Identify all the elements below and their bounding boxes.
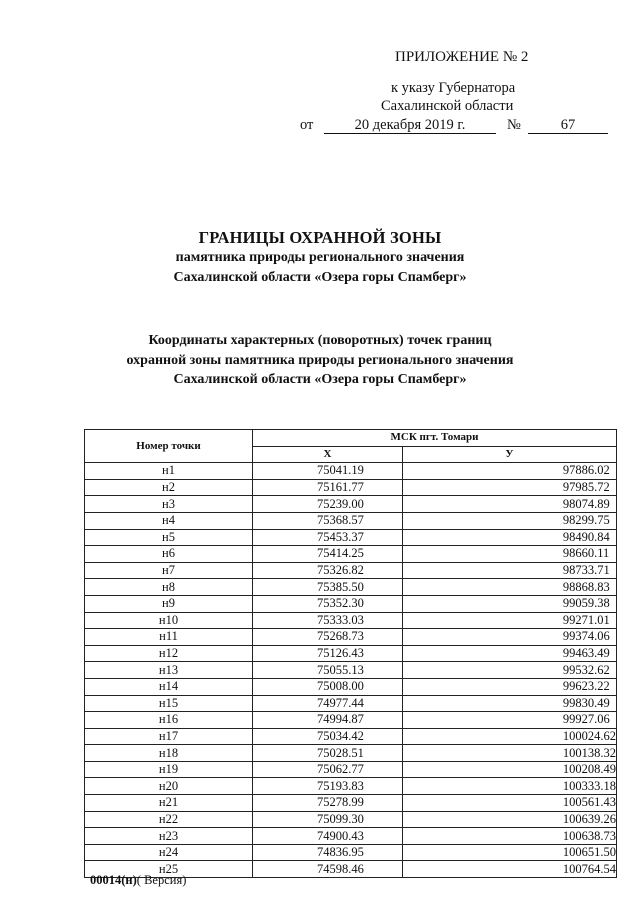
x-coordinate-cell: 75028.51: [252, 745, 402, 762]
number-label: №: [507, 117, 521, 133]
y-coordinate-cell: 100651.50: [402, 844, 616, 861]
point-number-cell: н18: [85, 745, 253, 762]
y-coordinate-cell: 98490.84: [402, 529, 616, 546]
point-number-cell: н17: [85, 728, 253, 745]
point-number-cell: н4: [85, 512, 253, 529]
x-coordinate-cell: 75062.77: [252, 761, 402, 778]
point-number-cell: н9: [85, 595, 253, 612]
y-coordinate-cell: 100208.49: [402, 761, 616, 778]
header-coordinate-system: МСК пгт. Томари: [252, 430, 616, 447]
table-row: [85, 795, 617, 812]
point-number-cell: н5: [85, 529, 253, 546]
point-number-cell: н8: [85, 579, 253, 596]
y-coordinate-cell: 99463.49: [402, 645, 616, 662]
decree-number: 67: [528, 116, 608, 134]
document-subtitle-line2: Сахалинской области «Озера горы Спамберг»: [173, 270, 467, 285]
x-coordinate-cell: 75041.19: [252, 463, 402, 480]
table-row: [85, 745, 617, 762]
y-coordinate-cell: 98660.11: [402, 546, 616, 563]
x-coordinate-cell: 74836.95: [252, 844, 402, 861]
table-row: [85, 662, 617, 679]
document-subtitle-line1: памятника природы регионального значения: [175, 250, 465, 265]
x-coordinate-cell: 74598.46: [252, 861, 402, 878]
coordinates-table: [84, 429, 617, 878]
table-row: [85, 712, 617, 729]
point-number-cell: н22: [85, 811, 253, 828]
x-coordinate-cell: 75239.00: [252, 496, 402, 513]
header-x: X: [252, 446, 402, 463]
x-coordinate-cell: 74977.44: [252, 695, 402, 712]
point-number-cell: н3: [85, 496, 253, 513]
y-coordinate-cell: 99623.22: [402, 678, 616, 695]
x-coordinate-cell: 74900.43: [252, 828, 402, 845]
point-number-cell: н23: [85, 828, 253, 845]
table-row: [85, 562, 617, 579]
x-coordinate-cell: 75193.83: [252, 778, 402, 795]
point-number-cell: н19: [85, 761, 253, 778]
y-coordinate-cell: 99374.06: [402, 629, 616, 646]
y-coordinate-cell: 99271.01: [402, 612, 616, 629]
header-y: У: [402, 446, 616, 463]
coords-heading-line2: охранной зоны памятника природы регионального значения: [126, 353, 514, 368]
y-coordinate-cell: 98074.89: [402, 496, 616, 513]
point-number-cell: н14: [85, 678, 253, 695]
y-coordinate-cell: 99830.49: [402, 695, 616, 712]
table-row: [85, 512, 617, 529]
from-label: от: [300, 117, 314, 133]
table-row: [85, 546, 617, 563]
table-row: [85, 595, 617, 612]
y-coordinate-cell: 98733.71: [402, 562, 616, 579]
point-number-cell: н20: [85, 778, 253, 795]
x-coordinate-cell: 75126.43: [252, 645, 402, 662]
decree-date: 20 декабря 2019 г.: [324, 116, 496, 134]
point-number-cell: н10: [85, 612, 253, 629]
coordinates-table-body: [85, 463, 617, 878]
y-coordinate-cell: 100638.73: [402, 828, 616, 845]
table-row: [85, 728, 617, 745]
table-row: [85, 612, 617, 629]
table-row: [85, 479, 617, 496]
point-number-cell: н21: [85, 795, 253, 812]
x-coordinate-cell: 75333.03: [252, 612, 402, 629]
table-row: [85, 579, 617, 596]
point-number-cell: н7: [85, 562, 253, 579]
decree-reference: к указу Губернатора: [391, 80, 516, 96]
y-coordinate-cell: 100138.32: [402, 745, 616, 762]
x-coordinate-cell: 75034.42: [252, 728, 402, 745]
point-number-cell: н13: [85, 662, 253, 679]
table-row: [85, 778, 617, 795]
y-coordinate-cell: 100024.62: [402, 728, 616, 745]
x-coordinate-cell: 75385.50: [252, 579, 402, 596]
point-number-cell: н25: [85, 861, 253, 878]
x-coordinate-cell: 75055.13: [252, 662, 402, 679]
point-number-cell: н2: [85, 479, 253, 496]
x-coordinate-cell: 75414.25: [252, 546, 402, 563]
x-coordinate-cell: 74994.87: [252, 712, 402, 729]
table-row: [85, 463, 617, 480]
point-number-cell: н16: [85, 712, 253, 729]
table-row: [85, 529, 617, 546]
table-row: [85, 811, 617, 828]
y-coordinate-cell: 99532.62: [402, 662, 616, 679]
x-coordinate-cell: 75326.82: [252, 562, 402, 579]
point-number-cell: н24: [85, 844, 253, 861]
x-coordinate-cell: 75161.77: [252, 479, 402, 496]
x-coordinate-cell: 75368.57: [252, 512, 402, 529]
footer-code: 00014(н): [90, 873, 137, 887]
decree-region: Сахалинской области: [381, 98, 514, 114]
y-coordinate-cell: 98868.83: [402, 579, 616, 596]
y-coordinate-cell: 100764.54: [402, 861, 616, 878]
y-coordinate-cell: 97886.02: [402, 463, 616, 480]
header-point-number: Номер точки: [85, 430, 253, 463]
point-number-cell: н11: [85, 629, 253, 646]
point-number-cell: н12: [85, 645, 253, 662]
coords-heading-line3: Сахалинской области «Озера горы Спамберг»: [173, 372, 467, 387]
table-row: [85, 828, 617, 845]
table-row: [85, 695, 617, 712]
x-coordinate-cell: 75099.30: [252, 811, 402, 828]
table-row: [85, 761, 617, 778]
appendix-title: ПРИЛОЖЕНИЕ № 2: [395, 49, 529, 65]
footer-version: ( Версия): [136, 873, 187, 887]
x-coordinate-cell: 75453.37: [252, 529, 402, 546]
coords-heading-line1: Координаты характерных (поворотных) точек границ: [148, 333, 492, 348]
table-row: [85, 496, 617, 513]
y-coordinate-cell: 98299.75: [402, 512, 616, 529]
table-row: [85, 645, 617, 662]
footer-document-code: [90, 873, 186, 888]
table-row: [85, 844, 617, 861]
table-row: [85, 629, 617, 646]
y-coordinate-cell: 100639.26: [402, 811, 616, 828]
table-row: [85, 678, 617, 695]
point-number-cell: н6: [85, 546, 253, 563]
point-number-cell: н1: [85, 463, 253, 480]
decree-date-number-line: [300, 116, 610, 136]
y-coordinate-cell: 97985.72: [402, 479, 616, 496]
y-coordinate-cell: 99927.06: [402, 712, 616, 729]
x-coordinate-cell: 75268.73: [252, 629, 402, 646]
x-coordinate-cell: 75278.99: [252, 795, 402, 812]
y-coordinate-cell: 99059.38: [402, 595, 616, 612]
document-title: ГРАНИЦЫ ОХРАННОЙ ЗОНЫ: [198, 228, 442, 247]
x-coordinate-cell: 75008.00: [252, 678, 402, 695]
y-coordinate-cell: 100333.18: [402, 778, 616, 795]
y-coordinate-cell: 100561.43: [402, 795, 616, 812]
point-number-cell: н15: [85, 695, 253, 712]
x-coordinate-cell: 75352.30: [252, 595, 402, 612]
